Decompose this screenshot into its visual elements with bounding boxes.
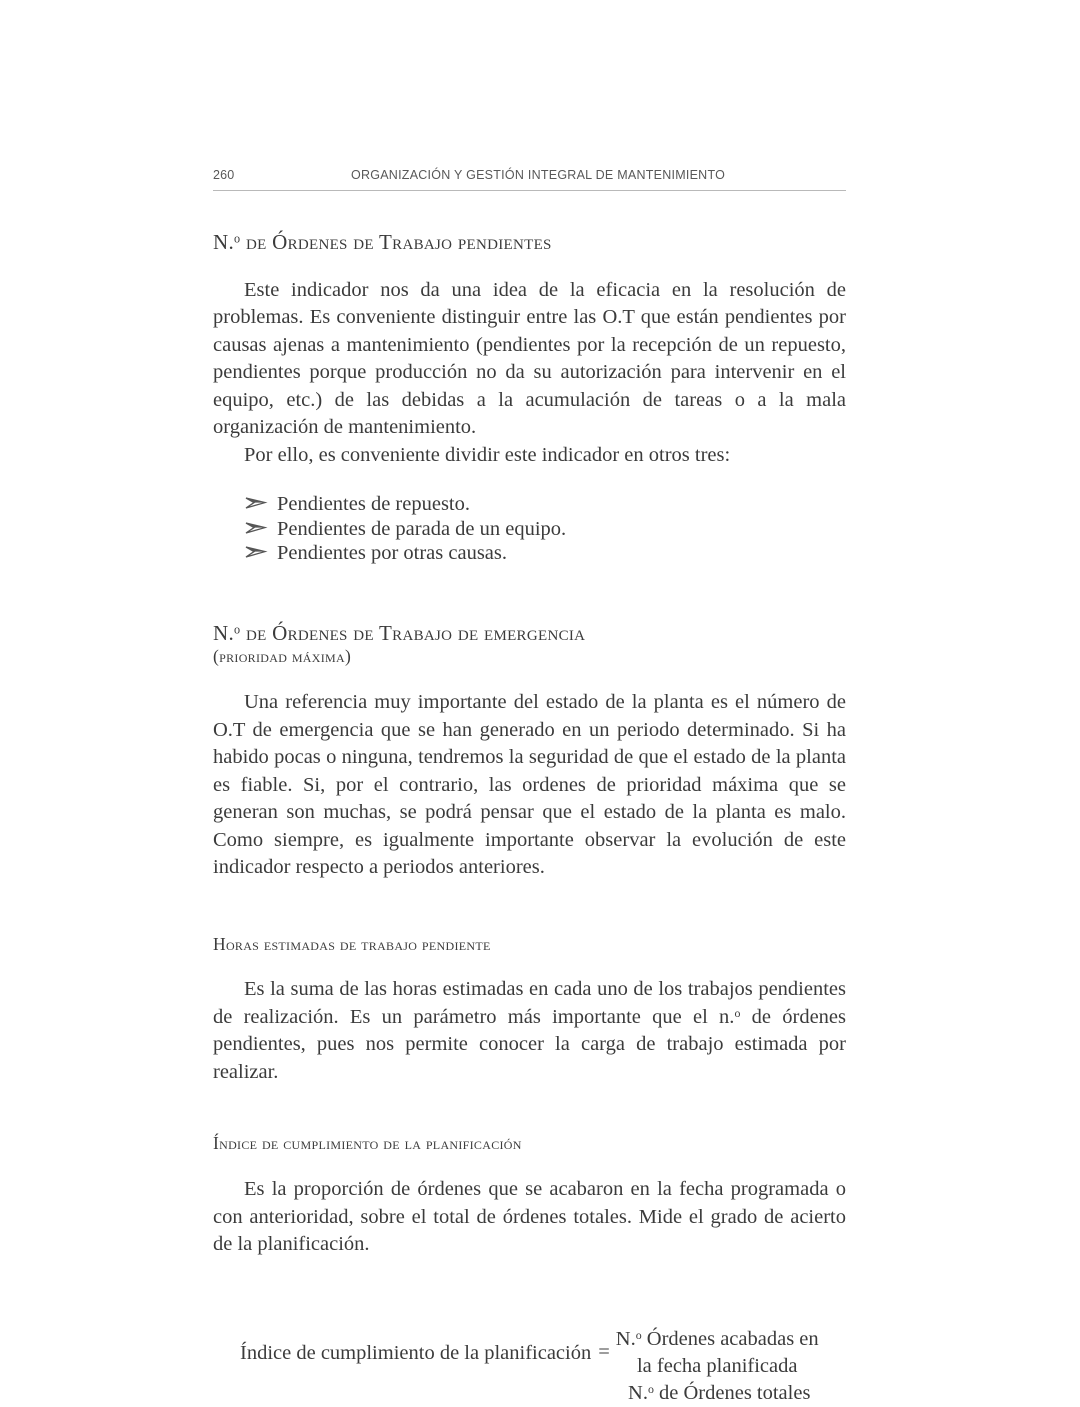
paragraph-indice-cumplimiento-1: Es la proporción de órdenes que se acabaron en la fecha programada o con anterioridad, sobre el total de órdenes totales. Mide el grado de acierto de la planificación.: [213, 1178, 846, 1256]
numerator-prefix: N.: [615, 1327, 636, 1350]
running-title: ORGANIZACIÓN Y GESTIÓN INTEGRAL DE MANTENIMIENTO: [351, 168, 726, 182]
list-item: [213, 517, 846, 542]
page-number: 260: [213, 168, 235, 182]
formula-left-side: Índice de cumplimiento de la planificación: [240, 1341, 592, 1364]
numerator-line-2: la fecha planificada: [636, 1354, 798, 1377]
numerator-line-1: [616, 1326, 819, 1353]
formula-indice-cumplimiento: [213, 1299, 846, 1407]
list-item-label: Pendientes de parada de un equipo.: [277, 517, 567, 540]
paragraph-ot-emergencia-1: Una referencia muy importante del estado de la planta es el número de O.T de emergencia que se han generado en un periodo determinado. Si ha habido pocas o ninguna, tendremos la seguridad de que el estado de la planta es fiable. Si, por el contrario, las ordenes de prioridad máxima que se generan son muchas, se podrá pensar que el estado de la planta es malo. Como siempre, es igualmente importante observar la evolución de este indicador respecto a periodos anteriores.: [213, 691, 846, 879]
formula-equals-sign: =: [598, 1341, 610, 1364]
header-rule: [213, 190, 846, 191]
list-item: [213, 541, 846, 566]
heading-rest: de Órdenes de Trabajo de emergencia: [240, 620, 586, 645]
section-heading-ot-pendientes: [213, 230, 846, 256]
pendientes-list: [213, 492, 846, 566]
paragraph-text-part-1: Es la suma de las horas estimadas en cada uno de los trabajos pendientes de realización. Es un parámetro más importante que el n.: [213, 978, 846, 1028]
ordinal-indicator: o: [234, 231, 241, 246]
list-item: [213, 492, 846, 517]
section-heading-ot-emergencia: [213, 621, 846, 647]
paragraph-ot-pendientes-2: Por ello, es conveniente dividir este indicador en otros tres:: [244, 443, 731, 466]
paragraph-horas-estimadas-1: [213, 976, 846, 1086]
denominator-prefix: N.: [628, 1381, 648, 1404]
section-subheading-prioridad-maxima: (prioridad máxima): [213, 646, 352, 667]
paragraph-text-part-2: de órdenes pendientes, pues nos permite conocer la carga de trabajo estimada por realizar.: [213, 1005, 846, 1083]
heading-prefix: N.: [213, 620, 235, 645]
heading-prefix: N.: [213, 230, 235, 254]
paragraph-ot-pendientes-1: Este indicador nos da una idea de la eficacia en la resolución de problemas. Es conveniente distinguir entre las O.T que están pendientes por causas ajenas a mantenimiento (pendientes por la recepción de un repuesto, pendientes porque producción no da su autorización para intervenir en el equipo, etc.) de las debidas a la acumulación de tareas o a la mala organización de mantenimiento.: [213, 278, 846, 439]
fraction-denominator: [624, 1379, 814, 1404]
formula-fraction: [616, 1299, 819, 1407]
list-item-label: Pendientes de repuesto.: [277, 493, 470, 516]
ordinal-indicator: o: [647, 1381, 654, 1396]
list-item-label: Pendientes por otras causas.: [277, 542, 507, 565]
ordinal-indicator: o: [234, 622, 241, 637]
heading-rest: de Órdenes de Trabajo pendientes: [240, 230, 552, 254]
section-heading-horas-estimadas: Horas estimadas de trabajo pendiente: [213, 933, 491, 954]
arrow-bullet-icon: [245, 493, 269, 513]
ordinal-indicator: o: [635, 1327, 642, 1342]
page-content: [213, 168, 846, 1407]
running-header: [213, 168, 846, 192]
ordinal-indicator: o: [734, 1005, 741, 1020]
arrow-bullet-icon: [245, 518, 269, 538]
denominator-rest: de Órdenes totales: [653, 1381, 811, 1404]
numerator-rest: Órdenes acabadas en: [641, 1327, 819, 1350]
section-heading-indice-cumplimiento: Índice de cumplimiento de la planificación: [213, 1133, 522, 1154]
arrow-bullet-icon: [245, 542, 269, 562]
